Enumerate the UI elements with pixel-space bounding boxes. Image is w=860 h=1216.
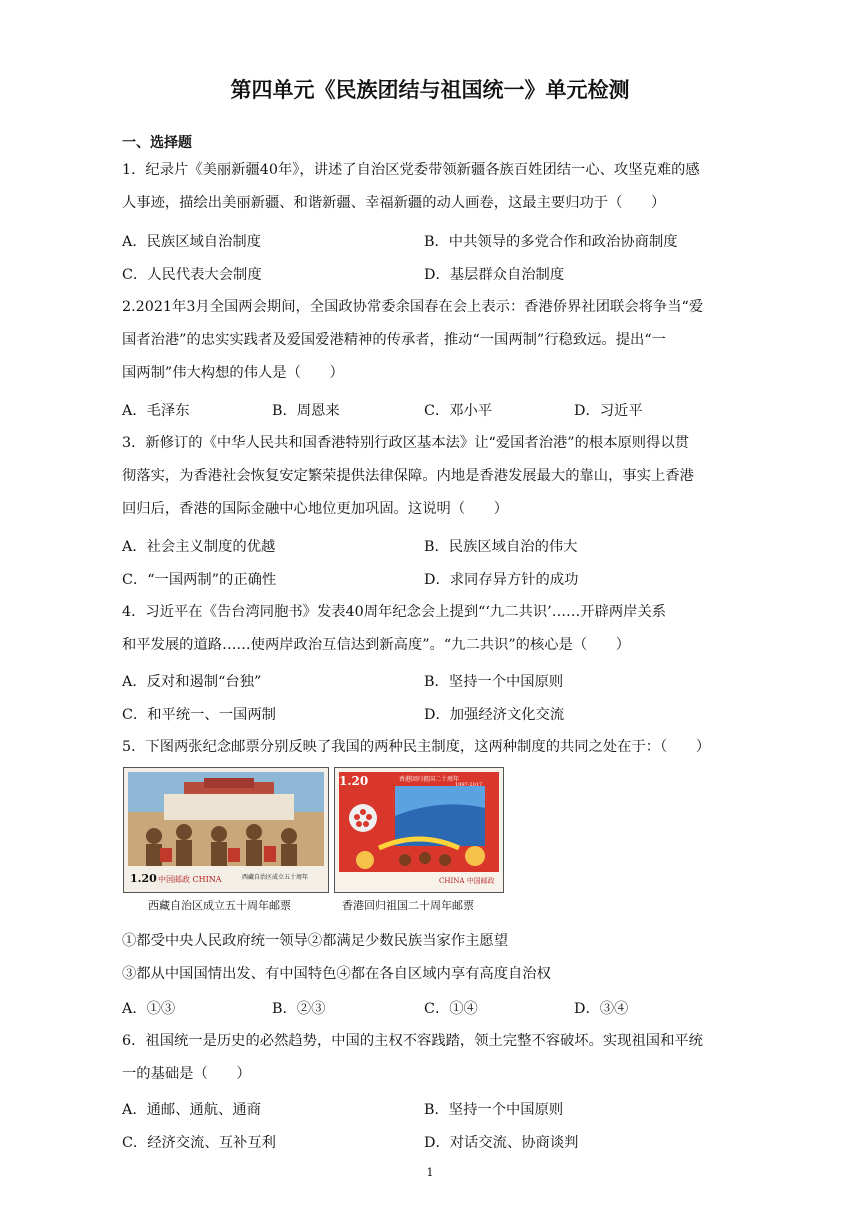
q3-option-a: A．社会主义制度的优越 (122, 539, 276, 555)
section-heading: 一、选择题 (122, 135, 192, 151)
q4-option-b: B．坚持一个中国原则 (424, 674, 564, 690)
q6-option-a: A．通邮、通航、通商 (122, 1102, 261, 1118)
q4-option-c: C．和平统一、一国两制 (122, 707, 276, 723)
q2-option-a: A．毛泽东 (122, 403, 190, 419)
stamp-hongkong-caption: 香港回归祖国二十周年邮票 (342, 899, 474, 912)
q5-option-d: D．③④ (574, 1001, 629, 1017)
stamp-tibet (123, 767, 329, 893)
q3-stem-line3: 回归后，香港的国际金融中心地位更加巩固。这说明（ ） (122, 501, 509, 517)
q2-option-b: B．周恩来 (272, 403, 340, 419)
stamp-hongkong (334, 767, 504, 893)
q1-stem-line1: 1．纪录片《美丽新疆40年》，讲述了自治区党委带领新疆各族百姓团结一心、攻坚克难的感 (122, 162, 700, 178)
q1-option-b: B．中共领导的多党合作和政治协商制度 (424, 234, 678, 250)
q6-option-c: C．经济交流、互补互利 (122, 1135, 276, 1151)
q6-option-d: D．对话交流、协商谈判 (424, 1135, 579, 1151)
q5-statement-1-2: ①都受中央人民政府统一领导②都满足少数民族当家作主愿望 (122, 933, 509, 949)
q2-stem-line2: 国者治港”的忠实实践者及爱国爱港精神的传承者，推动“一国两制”行稳致远。提出“一 (122, 332, 666, 348)
q3-option-c: C．“一国两制”的正确性 (122, 572, 277, 588)
q2-option-d: D．习近平 (574, 403, 643, 419)
page-number: 1 (426, 1166, 434, 1179)
q1-option-c: C．人民代表大会制度 (122, 267, 262, 283)
q5-option-b: B．②③ (272, 1001, 326, 1017)
q5-statement-3-4: ③都从中国国情出发、有中国特色④都在各自区域内享有高度自治权 (122, 966, 551, 982)
q3-option-d: D．求同存异方针的成功 (424, 572, 579, 588)
stamp-hongkong-years: 1997-2017 (455, 782, 483, 788)
q5-option-a: A．①③ (122, 1001, 176, 1017)
page-title: 第四单元《民族团结与祖国统一》单元检测 (230, 78, 630, 102)
q6-option-b: B．坚持一个中国原则 (424, 1102, 564, 1118)
q4-option-d: D．加强经济文化交流 (424, 707, 565, 723)
q3-option-b: B．民族区域自治的伟大 (424, 539, 578, 555)
q2-stem-line3: 国两制”伟大构想的伟人是（ ） (122, 365, 344, 381)
stamp-tibet-inscription: 西藏自治区成立五十周年 (242, 874, 309, 881)
stamp-hongkong-value: 1.20 (339, 774, 369, 788)
q5-option-c: C．①④ (424, 1001, 478, 1017)
q4-stem-line1: 4．习近平在《告台湾同胞书》发表40周年纪念会上提到“‘九二共识’……开辟两岸关系 (122, 604, 667, 620)
stamp-hongkong-inscription: 香港回归祖国二十周年 (399, 776, 460, 783)
q2-option-c: C．邓小平 (424, 403, 493, 419)
q3-stem-line2: 彻落实，为香港社会恢复安定繁荣提供法律保障。内地是香港发展最大的靠山，事实上香港 (122, 468, 694, 484)
q6-stem-line2: 一的基础是（ ） (122, 1066, 251, 1082)
q5-stem-line1: 5．下图两张纪念邮票分别反映了我国的两种民主制度，这两种制度的共同之处在于：（ ） (122, 739, 711, 755)
stamp-hongkong-post-label: CHINA 中国邮政 (439, 877, 495, 885)
q3-stem-line1: 3．新修订的《中华人民共和国香港特别行政区基本法》让“爱国者治港”的根本原则得以贯 (122, 435, 689, 451)
stamp-tibet-value: 1.20 (130, 872, 157, 885)
q6-stem-line1: 6．祖国统一是历史的必然趋势，中国的主权不容践踏，领土完整不容破坏。实现祖国和平统 (122, 1033, 703, 1049)
stamp-tibet-caption: 西藏自治区成立五十周年邮票 (148, 899, 291, 912)
q2-stem-line1: 2.2021年3月全国两会期间，全国政协常委余国春在会上表示：香港侨界社团联会将争当“爱 (122, 299, 704, 315)
stamp-tibet-post-label: 中国邮政 CHINA (158, 875, 222, 884)
q4-option-a: A．反对和遏制“台独” (122, 674, 262, 690)
q1-option-a: A．民族区域自治制度 (122, 234, 261, 250)
q1-option-d: D．基层群众自治制度 (424, 267, 565, 283)
q1-stem-line2: 人事迹，描绘出美丽新疆、和谐新疆、幸福新疆的动人画卷，这最主要归功于（ ） (122, 195, 666, 211)
q4-stem-line2: 和平发展的道路……使两岸政治互信达到新高度”。“九二共识”的核心是（ ） (122, 637, 631, 653)
